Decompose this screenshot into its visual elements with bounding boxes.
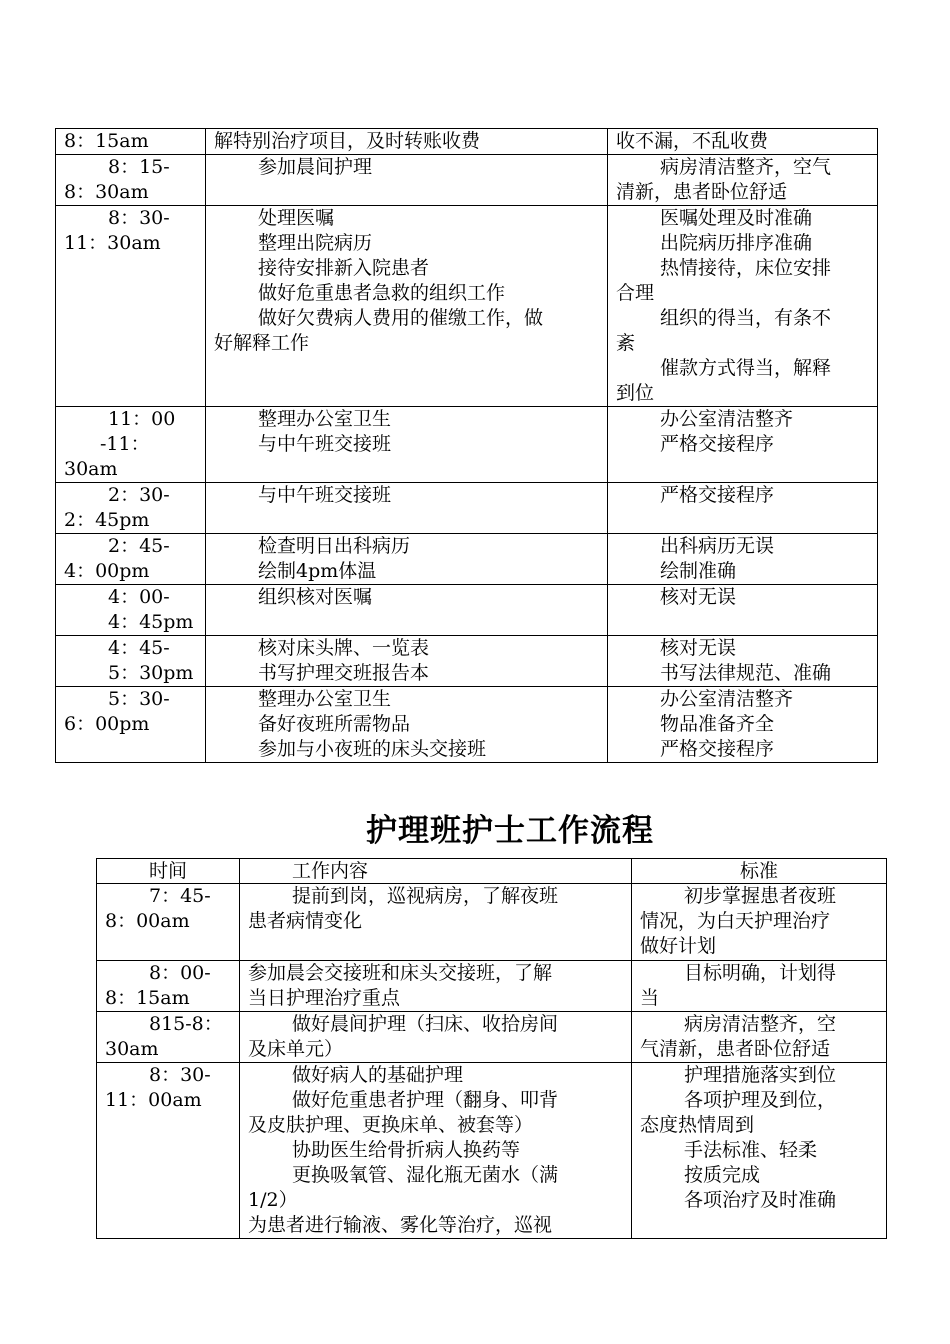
table-row	[56, 129, 878, 155]
standard-cell: 病房清洁整齐，空气 清新，患者卧位舒适	[608, 155, 878, 206]
time-cell: 2：45- 4：00pm	[56, 534, 206, 585]
content-cell: 做好晨间护理（扫床、收拾房间 及床单元）	[240, 1012, 632, 1063]
table-header-row	[97, 859, 887, 884]
table-row	[56, 206, 878, 407]
table-row	[56, 407, 878, 483]
content-cell: 参加晨会交接班和床头交接班，了解 当日护理治疗重点	[240, 961, 632, 1012]
table-row	[97, 884, 887, 961]
time-cell: 8：15- 8：30am	[56, 155, 206, 206]
content-cell: 提前到岗，巡视病房，了解夜班 患者病情变化	[240, 884, 632, 961]
content-cell: 核对床头牌、一览表 书写护理交班报告本	[206, 636, 608, 687]
table-row	[56, 687, 878, 763]
table-row	[56, 534, 878, 585]
standard-cell: 收不漏，不乱收费	[608, 129, 878, 155]
standard-cell: 出科病历无误 绘制准确	[608, 534, 878, 585]
standard-cell: 核对无误	[608, 585, 878, 636]
standard-cell: 严格交接程序	[608, 483, 878, 534]
time-cell: 4：00- 4：45pm	[56, 585, 206, 636]
time-cell: 11：00 -11： 30am	[56, 407, 206, 483]
content-cell: 处理医嘱 整理出院病历 接待安排新入院患者 做好危重患者急救的组织工作 做好欠费病人费用的催缴工作，做 好解释工作	[206, 206, 608, 407]
time-cell: 8：30- 11：00am	[97, 1063, 240, 1239]
time-cell: 5：30- 6：00pm	[56, 687, 206, 763]
content-cell: 做好病人的基础护理 做好危重患者护理（翻身、叩背 及皮肤护理、更换床单、被套等） 协助医生给骨折病人换药等 更换吸氧管、湿化瓶无菌水（满 1/2） 为患者进行输液、雾化等治疗，巡视	[240, 1063, 632, 1239]
header-standard: 标准	[632, 859, 887, 884]
standard-cell: 办公室清洁整齐 物品准备齐全 严格交接程序	[608, 687, 878, 763]
content-cell: 整理办公室卫生 与中午班交接班	[206, 407, 608, 483]
nursing-workflow-table	[96, 858, 887, 1239]
table-row	[56, 585, 878, 636]
table-row	[97, 1012, 887, 1063]
table-row	[97, 961, 887, 1012]
table-row	[97, 1063, 887, 1239]
time-cell: 2：30- 2：45pm	[56, 483, 206, 534]
content-cell: 组织核对医嘱	[206, 585, 608, 636]
content-cell: 参加晨间护理	[206, 155, 608, 206]
standard-cell: 初步掌握患者夜班 情况，为白天护理治疗 做好计划	[632, 884, 887, 961]
content-cell: 检查明日出科病历 绘制4pm体温	[206, 534, 608, 585]
time-cell: 8：15am	[56, 129, 206, 155]
header-time: 时间	[97, 859, 240, 884]
workflow-table-continued	[55, 128, 878, 763]
time-cell: 815-8： 30am	[97, 1012, 240, 1063]
content-cell: 解特别治疗项目，及时转账收费	[206, 129, 608, 155]
document-title: 护理班护士工作流程	[366, 813, 654, 849]
standard-cell: 办公室清洁整齐 严格交接程序	[608, 407, 878, 483]
table-row	[56, 483, 878, 534]
table-row	[56, 155, 878, 206]
time-cell: 7：45- 8：00am	[97, 884, 240, 961]
standard-cell: 病房清洁整齐，空 气清新，患者卧位舒适	[632, 1012, 887, 1063]
standard-cell: 护理措施落实到位 各项护理及到位， 态度热情周到 手法标准、轻柔 按质完成 各项治疗及时准确	[632, 1063, 887, 1239]
standard-cell: 目标明确，计划得 当	[632, 961, 887, 1012]
time-cell: 8：30- 11：30am	[56, 206, 206, 407]
standard-cell: 核对无误 书写法律规范、准确	[608, 636, 878, 687]
time-cell: 8：00- 8：15am	[97, 961, 240, 1012]
header-content: 工作内容	[240, 859, 632, 884]
time-cell: 4：45- 5：30pm	[56, 636, 206, 687]
content-cell: 整理办公室卫生 备好夜班所需物品 参加与小夜班的床头交接班	[206, 687, 608, 763]
standard-cell: 医嘱处理及时准确 出院病历排序准确 热情接待，床位安排 合理 组织的得当，有条不 紊 催款方式得当，解释 到位	[608, 206, 878, 407]
table-row	[56, 636, 878, 687]
content-cell: 与中午班交接班	[206, 483, 608, 534]
